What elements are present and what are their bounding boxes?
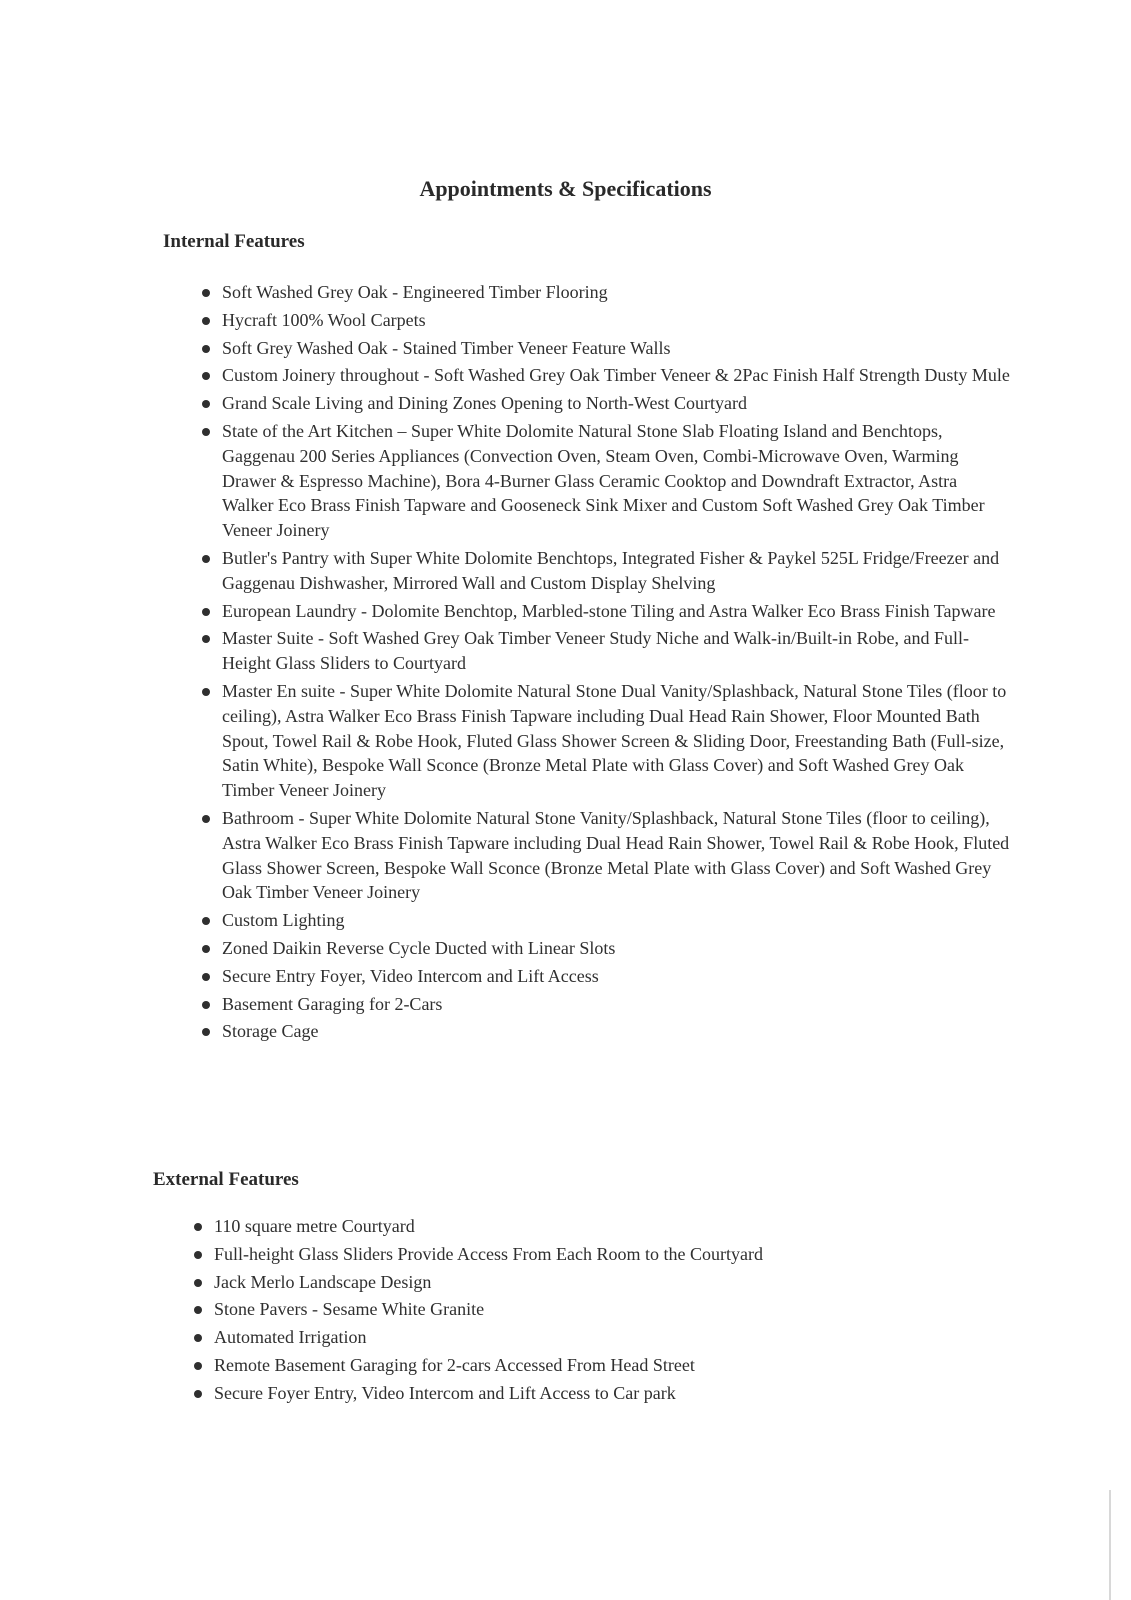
external-feature-item-text: Automated Irrigation: [214, 1327, 367, 1348]
internal-feature-item-text: Storage Cage: [222, 1021, 319, 1042]
internal-feature-item-text: Bathroom - Super White Dolomite Natural Stone Vanity/Splashback, Natural Stone Tiles (floor to ceiling), Astra Walker Eco Brass Finish Tapware including Dual Head Rain Shower, Towel Rail & Robe Hook, Fluted Glass Shower Screen, Bespoke Wall Sconce (Bronze Metal Plate with Glass Cover) and Soft Washed Grey Oak Timber Veneer Joinery: [222, 807, 1010, 903]
internal-feature-item: [222, 280, 1012, 305]
internal-feature-item-text: Basement Garaging for 2-Cars: [222, 993, 443, 1014]
external-feature-item: [214, 1325, 1004, 1350]
bullet-icon: [202, 289, 210, 297]
internal-feature-item: [222, 806, 1012, 905]
external-features-list: [214, 1214, 1004, 1409]
internal-features-heading: Internal Features: [163, 231, 305, 252]
external-feature-item-text: Secure Foyer Entry, Video Intercom and Lift Access to Car park: [214, 1382, 676, 1403]
internal-feature-item: [222, 964, 1012, 989]
bullet-icon: [202, 555, 210, 563]
internal-features-list: [222, 280, 1012, 1047]
internal-feature-item-text: Master En suite - Super White Dolomite Natural Stone Dual Vanity/Splashback, Natural Stone Tiles (floor to ceiling), Astra Walker Eco Brass Finish Tapware including Dual Head Rain Shower, Floor Mounted Bath Spout, Towel Rail & Robe Hook, Fluted Glass Shower Screen & Sliding Door, Freestanding Bath (Full-size, Satin White), Bespoke Wall Sconce (Bronze Metal Plate with Glass Cover) and Soft Washed Grey Oak Timber Veneer Joinery: [222, 680, 1007, 801]
internal-feature-item: [222, 1019, 1012, 1044]
bullet-icon: [202, 688, 210, 696]
internal-feature-item-text: Master Suite - Soft Washed Grey Oak Timber Veneer Study Niche and Walk-in/Built-in Robe, and Full-Height Glass Sliders to Courtyard: [222, 628, 970, 674]
internal-feature-item-text: State of the Art Kitchen – Super White Dolomite Natural Stone Slab Floating Island and Benchtops, Gaggenau 200 Series Appliances (Convection Oven, Steam Oven, Combi-Microwave Oven, Warming Drawer & Espresso Machine), Bora 4-Burner Glass Ceramic Cooktop and Downdraft Extractor, Astra Walker Eco Brass Finish Tapware and Gooseneck Sink Mixer and Custom Soft Washed Grey Oak Timber Veneer Joinery: [222, 420, 985, 541]
internal-feature-item: [222, 391, 1012, 416]
internal-feature-item: [222, 908, 1012, 933]
internal-feature-item: [222, 546, 1012, 596]
internal-feature-item-text: Grand Scale Living and Dining Zones Opening to North-West Courtyard: [222, 393, 747, 414]
page-edge-divider: [1109, 1490, 1111, 1600]
internal-feature-item-text: Custom Lighting: [222, 910, 345, 931]
internal-feature-item-text: European Laundry - Dolomite Benchtop, Marbled-stone Tiling and Astra Walker Eco Brass Finish Tapware: [222, 600, 996, 621]
bullet-icon: [202, 635, 210, 643]
internal-feature-item-text: Butler's Pantry with Super White Dolomite Benchtops, Integrated Fisher & Paykel 525L Fridge/Freezer and Gaggenau Dishwasher, Mirrored Wall and Custom Display Shelving: [222, 547, 1000, 593]
bullet-icon: [202, 608, 210, 616]
external-feature-item-text: 110 square metre Courtyard: [214, 1216, 415, 1236]
external-feature-item: [214, 1270, 1004, 1295]
bullet-icon: [194, 1390, 202, 1398]
internal-feature-item: [222, 363, 1012, 388]
internal-feature-item: [222, 626, 1012, 676]
internal-feature-item-text: Custom Joinery throughout - Soft Washed Grey Oak Timber Veneer & 2Pac Finish Half Strength Dusty Mule: [222, 365, 1010, 386]
bullet-icon: [202, 400, 210, 408]
external-feature-item-text: Jack Merlo Landscape Design: [214, 1271, 432, 1292]
bullet-icon: [202, 317, 210, 325]
bullet-icon: [202, 973, 210, 981]
internal-feature-item: [222, 308, 1012, 333]
bullet-icon: [202, 815, 210, 823]
bullet-icon: [202, 1028, 210, 1036]
internal-feature-item: [222, 679, 1012, 803]
internal-feature-item: [222, 992, 1012, 1017]
internal-feature-item-text: Secure Entry Foyer, Video Intercom and Lift Access: [222, 965, 599, 986]
bullet-icon: [202, 917, 210, 925]
bullet-icon: [194, 1306, 202, 1314]
external-feature-item-text: Full-height Glass Sliders Provide Access From Each Room to the Courtyard: [214, 1243, 763, 1264]
internal-feature-item-text: Soft Washed Grey Oak - Engineered Timber Flooring: [222, 282, 608, 302]
external-feature-item: [214, 1242, 1004, 1267]
page-title: Appointments & Specifications: [419, 176, 712, 201]
bullet-icon: [194, 1251, 202, 1259]
external-feature-item: [214, 1381, 1004, 1406]
external-feature-item-text: Stone Pavers - Sesame White Granite: [214, 1299, 485, 1320]
external-feature-item: [214, 1297, 1004, 1322]
external-feature-item-text: Remote Basement Garaging for 2-cars Accessed From Head Street: [214, 1354, 695, 1375]
internal-feature-item-text: Zoned Daikin Reverse Cycle Ducted with Linear Slots: [222, 937, 616, 958]
bullet-icon: [194, 1223, 202, 1231]
internal-feature-item-text: Soft Grey Washed Oak - Stained Timber Veneer Feature Walls: [222, 337, 671, 358]
bullet-icon: [202, 1001, 210, 1009]
bullet-icon: [202, 372, 210, 380]
external-features-heading: External Features: [153, 1169, 299, 1190]
bullet-icon: [194, 1334, 202, 1342]
bullet-icon: [202, 345, 210, 353]
internal-feature-item: [222, 336, 1012, 361]
bullet-icon: [202, 945, 210, 953]
bullet-icon: [194, 1279, 202, 1287]
bullet-icon: [194, 1362, 202, 1370]
internal-feature-item: [222, 599, 1012, 624]
internal-feature-item: [222, 419, 1012, 543]
internal-feature-item-text: Hycraft 100% Wool Carpets: [222, 309, 426, 330]
external-feature-item: [214, 1214, 1004, 1239]
bullet-icon: [202, 428, 210, 436]
internal-feature-item: [222, 936, 1012, 961]
external-feature-item: [214, 1353, 1004, 1378]
